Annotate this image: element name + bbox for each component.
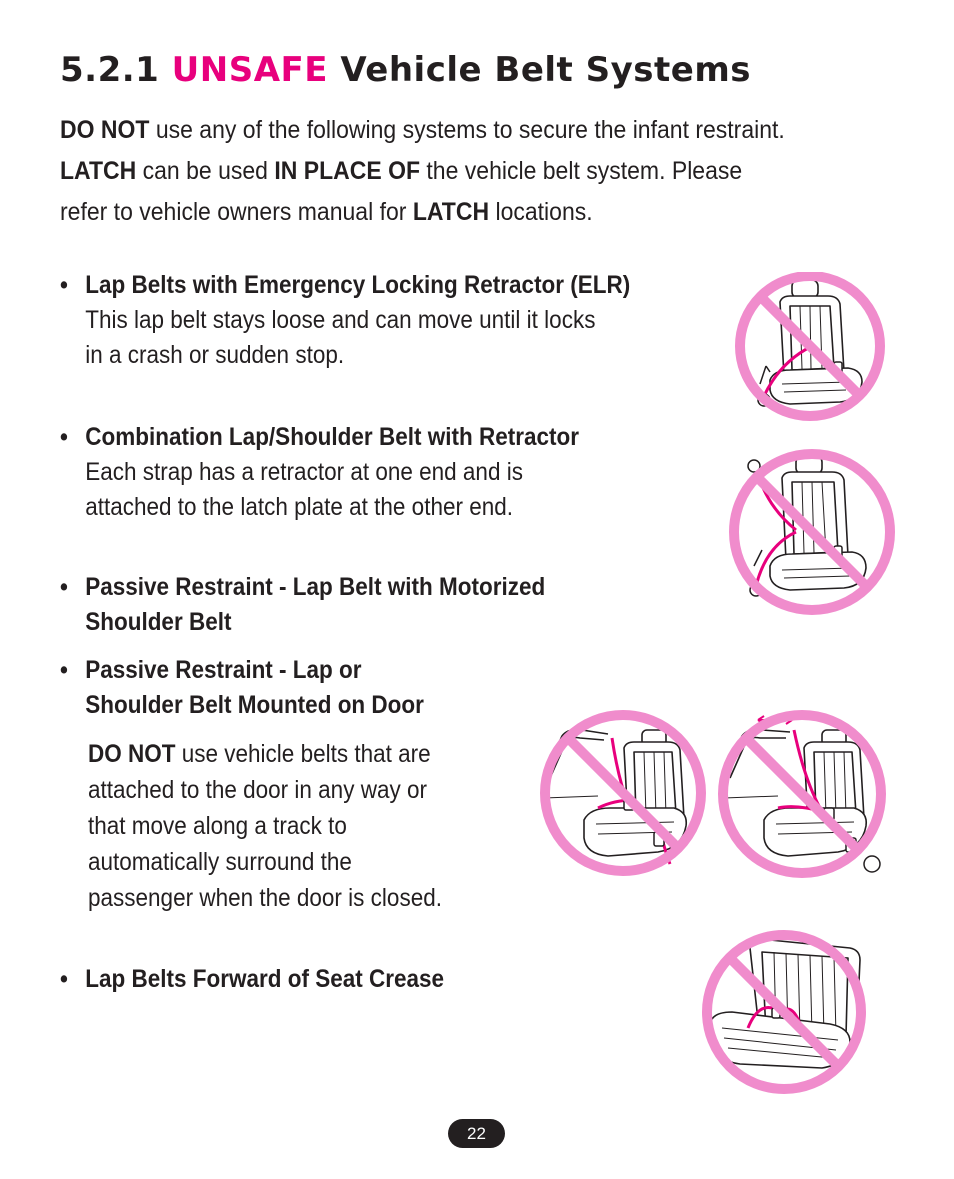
bullet-combination xyxy=(60,420,579,525)
elr-lap-belt-seat-prohibited-icon xyxy=(730,272,890,422)
door-mounted-belt-seat-prohibited-icon xyxy=(538,708,708,878)
bullet-door-mounted xyxy=(60,653,424,723)
page-title xyxy=(60,50,751,90)
intro-line-1: DO NOT use any of the following systems to secure the infant restraint. xyxy=(60,116,785,144)
bullet-forward-crease xyxy=(60,962,444,997)
bullet-marker: • xyxy=(60,423,68,451)
bullet-heading: Passive Restraint - Lap Belt with Motorized xyxy=(85,573,546,601)
bench-seat-lap-belt-prohibited-icon xyxy=(700,928,868,1096)
bullet-heading: Shoulder Belt xyxy=(85,608,232,636)
motorized-shoulder-belt-seat-prohibited-icon xyxy=(716,708,888,880)
bullet-heading: Lap Belts Forward of Seat Crease xyxy=(85,965,445,993)
bullet-marker: • xyxy=(60,656,68,684)
bullet-description: in a crash or sudden stop. xyxy=(85,341,345,369)
bullet-motorized xyxy=(60,570,545,640)
bullet-description: This lap belt stays loose and can move until it locks xyxy=(85,306,596,334)
bullet-heading: Lap Belts with Emergency Locking Retractor (ELR) xyxy=(85,271,631,299)
bullet-marker: • xyxy=(60,573,68,601)
intro-line-3: refer to vehicle owners manual for LATCH locations. xyxy=(60,198,593,226)
section-number: 5.2.1 xyxy=(60,50,160,90)
bullet-heading: Combination Lap/Shoulder Belt with Retractor xyxy=(85,423,579,451)
title-text: Vehicle Belt Systems xyxy=(340,50,751,90)
bullet-heading: Passive Restraint - Lap or xyxy=(85,656,362,684)
bullet-marker: • xyxy=(60,965,68,993)
intro-paragraph xyxy=(60,110,824,233)
bullet-elr xyxy=(60,268,630,373)
unsafe-highlight: UNSAFE xyxy=(171,50,328,90)
intro-line-2: LATCH can be used IN PLACE OF the vehicle belt system. Please xyxy=(60,157,743,185)
bullet-description: Each strap has a retractor at one end and is xyxy=(85,458,523,486)
bullet-heading: Shoulder Belt Mounted on Door xyxy=(85,691,424,719)
bullet-description: attached to the latch plate at the other end. xyxy=(85,493,514,521)
combination-belt-seat-prohibited-icon xyxy=(726,446,898,618)
page-number: 22 xyxy=(448,1119,505,1148)
door-warning: DO NOT use vehicle belts that are attached to the door in any way or that move along a track to automatically surround the passenger when the door is closed. xyxy=(88,740,442,912)
bullet-marker: • xyxy=(60,271,68,299)
